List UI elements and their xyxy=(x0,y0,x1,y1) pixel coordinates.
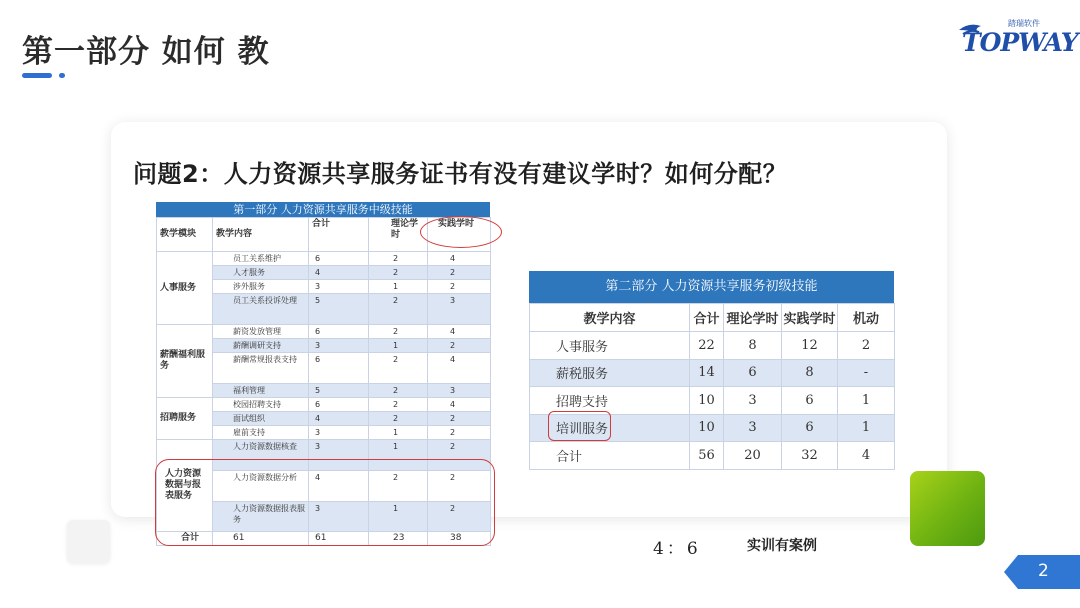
table2-content-cell: 合计 xyxy=(530,442,690,470)
table1-theory-cell: 1 xyxy=(369,426,428,440)
practice-hours-highlight-circle xyxy=(420,216,502,248)
table1-content-cell: 人力资源数据报表服务 xyxy=(213,502,309,532)
table2-flex-cell: 2 xyxy=(838,332,895,360)
table1-content-cell: 雇前支持 xyxy=(213,426,309,440)
table1-content-cell: 福利管理 xyxy=(213,384,309,398)
table2-total-cell: 56 xyxy=(690,442,724,470)
table2-theory-cell: 6 xyxy=(724,359,782,387)
question-heading: 问题2：人力资源共享服务证书有没有建议学时？如何分配？ xyxy=(133,160,788,188)
table1-module-cell: 人力资源数据与报表服务 xyxy=(157,440,213,532)
table1-practice-cell: 4 xyxy=(428,325,491,339)
table1-theory-cell: 2 xyxy=(369,398,428,412)
page-number: 2 xyxy=(1038,561,1049,581)
table1-content-cell: 薪酬调研支持 xyxy=(213,339,309,353)
table2-theory-cell: 20 xyxy=(724,442,782,470)
table2-header-cell: 合计 xyxy=(690,304,724,332)
table1-practice-cell: 2 xyxy=(428,280,491,294)
table1-theory-cell: 2 xyxy=(369,294,428,325)
table2-theory-cell: 8 xyxy=(724,332,782,360)
table1-content-cell: 涉外服务 xyxy=(213,280,309,294)
table-row xyxy=(530,442,895,470)
table1-theory-cell: 2 xyxy=(369,325,428,339)
table1-practice-cell: 2 xyxy=(428,471,491,502)
table1-content-cell: 员工关系维护 xyxy=(213,252,309,266)
decorative-square xyxy=(67,520,110,563)
table1-content-cell: 面试组织 xyxy=(213,412,309,426)
table1-content-cell: 员工关系投诉处理 xyxy=(213,294,309,325)
table1-summary-practice: 38 xyxy=(428,532,491,546)
ratio-label: 4：6 xyxy=(653,539,701,559)
table2 xyxy=(529,303,895,470)
table1-title: 第一部分 人力资源共享服务中级技能 xyxy=(156,202,490,217)
table1-theory-cell: 2 xyxy=(369,353,428,384)
table1-practice-cell: 2 xyxy=(428,440,491,471)
table2-practice-cell: 6 xyxy=(782,387,838,415)
table-row xyxy=(157,252,491,266)
table1-theory-cell: 2 xyxy=(369,412,428,426)
table2-practice-cell: 6 xyxy=(782,414,838,442)
table1-total-cell: 3 xyxy=(309,339,369,353)
table2-header-cell: 教学内容 xyxy=(530,304,690,332)
table1-practice-cell: 4 xyxy=(428,353,491,384)
table2-content-cell: 招聘支持 xyxy=(530,387,690,415)
page-title: 第一部分 如何 教 xyxy=(22,34,270,70)
table2-flex-cell: 4 xyxy=(838,442,895,470)
table1-total-cell: 5 xyxy=(309,384,369,398)
logo-subtitle: 踏瑞软件 xyxy=(1008,19,1040,28)
table2-header-cell: 实践学时 xyxy=(782,304,838,332)
table1-total-cell: 5 xyxy=(309,294,369,325)
table1-theory-cell: 2 xyxy=(369,384,428,398)
table1-content-cell: 薪资发放管理 xyxy=(213,325,309,339)
table1-total-cell: 6 xyxy=(309,398,369,412)
table-row xyxy=(157,398,491,412)
table1-total-cell: 3 xyxy=(309,426,369,440)
table1-header-cell: 教学内容 xyxy=(213,218,309,252)
green-decorative-square xyxy=(910,471,985,546)
title-underline-bar xyxy=(22,73,52,78)
table1-total-cell: 3 xyxy=(309,502,369,532)
table2-flex-cell: 1 xyxy=(838,414,895,442)
table1-practice-cell: 4 xyxy=(428,252,491,266)
table2-theory-cell: 3 xyxy=(724,387,782,415)
table1-practice-cell: 2 xyxy=(428,266,491,280)
table2-total-cell: 22 xyxy=(690,332,724,360)
table1-total-cell: 6 xyxy=(309,252,369,266)
table1-practice-cell: 2 xyxy=(428,339,491,353)
table1-theory-cell: 2 xyxy=(369,266,428,280)
table1-header-cell: 实践学时 xyxy=(428,218,491,252)
table2-header-row xyxy=(530,304,895,332)
table1-content-cell: 人力资源数据分析 xyxy=(213,471,309,502)
table1-header-cell: 合计 xyxy=(309,218,369,252)
title-underline-dot xyxy=(59,73,65,78)
table1-total-cell: 4 xyxy=(309,471,369,502)
table1-total-cell: 6 xyxy=(309,353,369,384)
table-row xyxy=(157,325,491,339)
table1-summary-theory: 23 xyxy=(369,532,428,546)
table1-content-cell: 人力资源数据核查 xyxy=(213,440,309,471)
table1-summary-total: 61 xyxy=(309,532,369,546)
table2-content-cell: 培训服务 xyxy=(530,414,690,442)
training-service-highlight-box xyxy=(548,411,611,441)
table1-header-cell: 理论学时 xyxy=(369,218,428,252)
table1-practice-cell: 2 xyxy=(428,426,491,440)
table1-header-cell: 教学模块 xyxy=(157,218,213,252)
table2-title: 第二部分 人力资源共享服务初级技能 xyxy=(529,271,894,303)
table2-total-cell: 10 xyxy=(690,387,724,415)
table1-module-cell: 招聘服务 xyxy=(157,398,213,440)
logo-wordmark: TOPWAY xyxy=(962,28,1078,57)
table1-total-cell: 3 xyxy=(309,280,369,294)
table1-content-cell: 薪酬常规报表支持 xyxy=(213,353,309,384)
table2-content-cell: 薪税服务 xyxy=(530,359,690,387)
table2-total-cell: 10 xyxy=(690,414,724,442)
table-row xyxy=(530,359,895,387)
table1-content-cell: 校园招聘支持 xyxy=(213,398,309,412)
table1-module-cell: 薪酬福利服务 xyxy=(157,325,213,398)
table1-theory-cell: 1 xyxy=(369,502,428,532)
table1-total-cell: 4 xyxy=(309,412,369,426)
table2-total-cell: 14 xyxy=(690,359,724,387)
table2-flex-cell: 1 xyxy=(838,387,895,415)
table-row xyxy=(530,332,895,360)
table2-practice-cell: 12 xyxy=(782,332,838,360)
table2-practice-cell: 8 xyxy=(782,359,838,387)
table1-practice-cell: 3 xyxy=(428,294,491,325)
table1-practice-cell: 3 xyxy=(428,384,491,398)
table1-practice-cell: 4 xyxy=(428,398,491,412)
table1-theory-cell: 2 xyxy=(369,252,428,266)
table2-theory-cell: 3 xyxy=(724,414,782,442)
table1-practice-cell: 2 xyxy=(428,502,491,532)
table2-header-cell: 理论学时 xyxy=(724,304,782,332)
table2-practice-cell: 32 xyxy=(782,442,838,470)
table-row xyxy=(530,387,895,415)
table2-content-cell: 人事服务 xyxy=(530,332,690,360)
table1-theory-cell: 1 xyxy=(369,440,428,471)
table1-total-cell: 6 xyxy=(309,325,369,339)
table2-header-cell: 机动 xyxy=(838,304,895,332)
case-note: 实训有案例 xyxy=(747,538,817,554)
table1-theory-cell: 1 xyxy=(369,339,428,353)
table2-flex-cell: - xyxy=(838,359,895,387)
table1-practice-cell: 2 xyxy=(428,412,491,426)
table1-total-cell: 4 xyxy=(309,266,369,280)
table1-module-cell: 人事服务 xyxy=(157,252,213,325)
table1-summary-cell: 61 xyxy=(213,532,309,546)
table1-theory-cell: 2 xyxy=(369,471,428,502)
table1-total-cell: 3 xyxy=(309,440,369,471)
data-report-highlight-box xyxy=(155,459,495,546)
table1-summary-label: 合计 xyxy=(157,532,213,546)
table1-theory-cell: 1 xyxy=(369,280,428,294)
table1-content-cell: 人才服务 xyxy=(213,266,309,280)
